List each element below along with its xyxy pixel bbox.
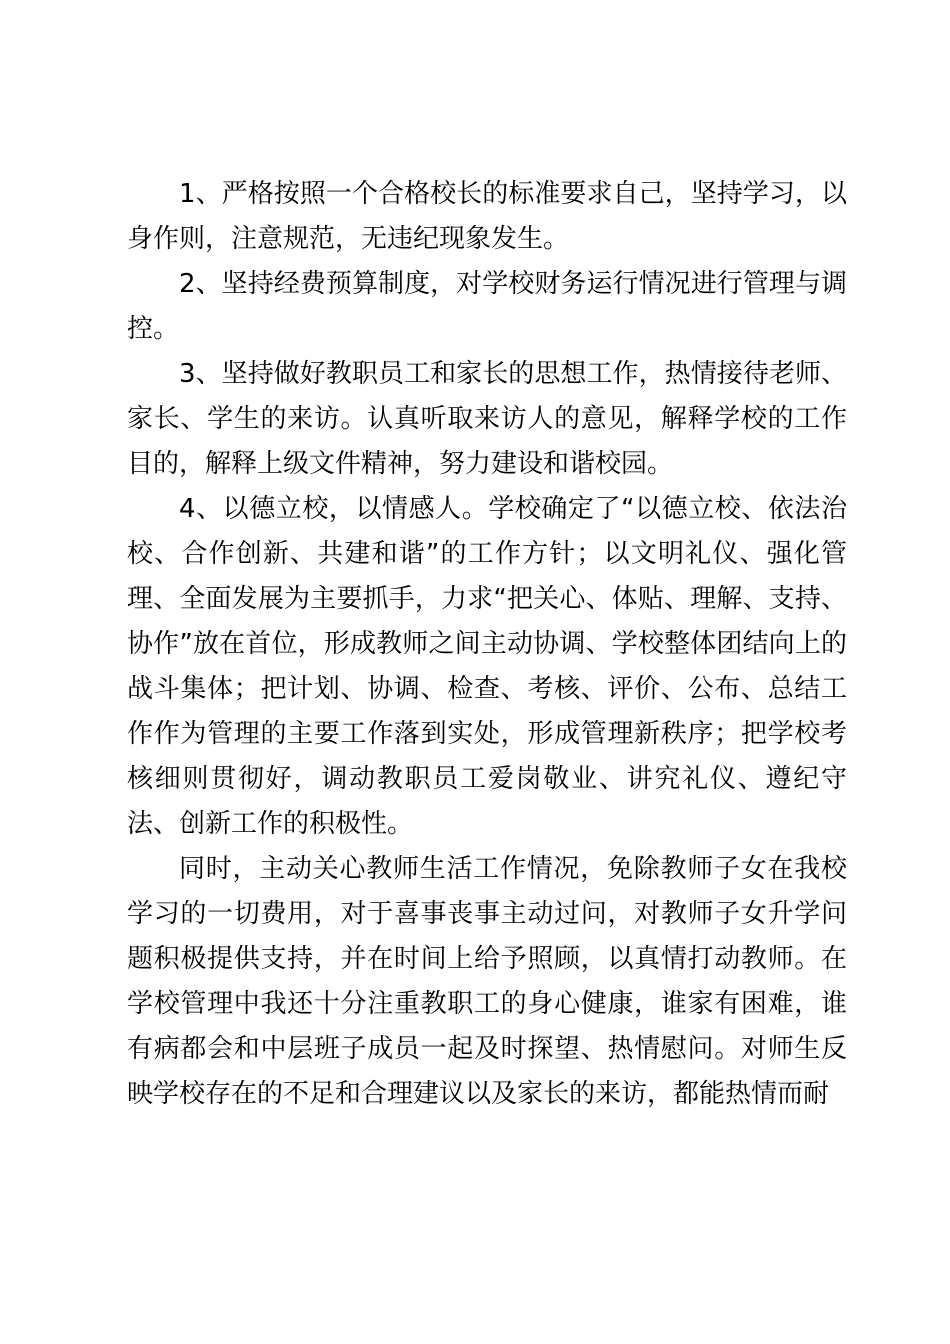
paragraph-4: 4、以德立校，以情感人。学校确定了“以德立校、依法治校、合作创新、共建和谐”的工作方针；以文明礼仪、强化管理、全面发展为主要抓手，力求“把关心、体贴、理解、支持、协作”放在首位，形成教师之间主动协调、学校整体团结向上的战斗集体；把计划、协调、检查、考核、评价、公布、总结工作作为管理的主要工作落到实处，形成管理新秩序；把学校考核细则贯彻好，调动教职员工爱岗敬业、讲究礼仪、遵纪守法、创新工作的积极性。 <box>127 494 847 839</box>
paragraph-2: 2、坚持经费预算制度，对学校财务运行情况进行管理与调控。 <box>127 269 847 344</box>
paragraph-3: 3、坚持做好教职员工和家长的思想工作，热情接待老师、家长、学生的来访。认真听取来访人的意见，解释学校的工作目的，解释上级文件精神，努力建设和谐校园。 <box>127 359 847 479</box>
paragraph-5: 同时，主动关心教师生活工作情况，免除教师子女在我校学习的一切费用，对于喜事丧事主动过问，对教师子女升学问题积极提供支持，并在时间上给予照顾，以真情打动教师。在学校管理中我还十分注重教职工的身心健康，谁家有困难，谁有病都会和中层班子成员一起及时探望、热情慰问。对师生反映学校存在的不足和合理建议以及家长的来访，都能热情而耐 <box>127 854 847 1109</box>
paragraph-1: 1、严格按照一个合格校长的标准要求自己，坚持学习，以身作则，注意规范，无违纪现象发生。 <box>127 179 847 254</box>
document-body <box>127 172 847 1117</box>
